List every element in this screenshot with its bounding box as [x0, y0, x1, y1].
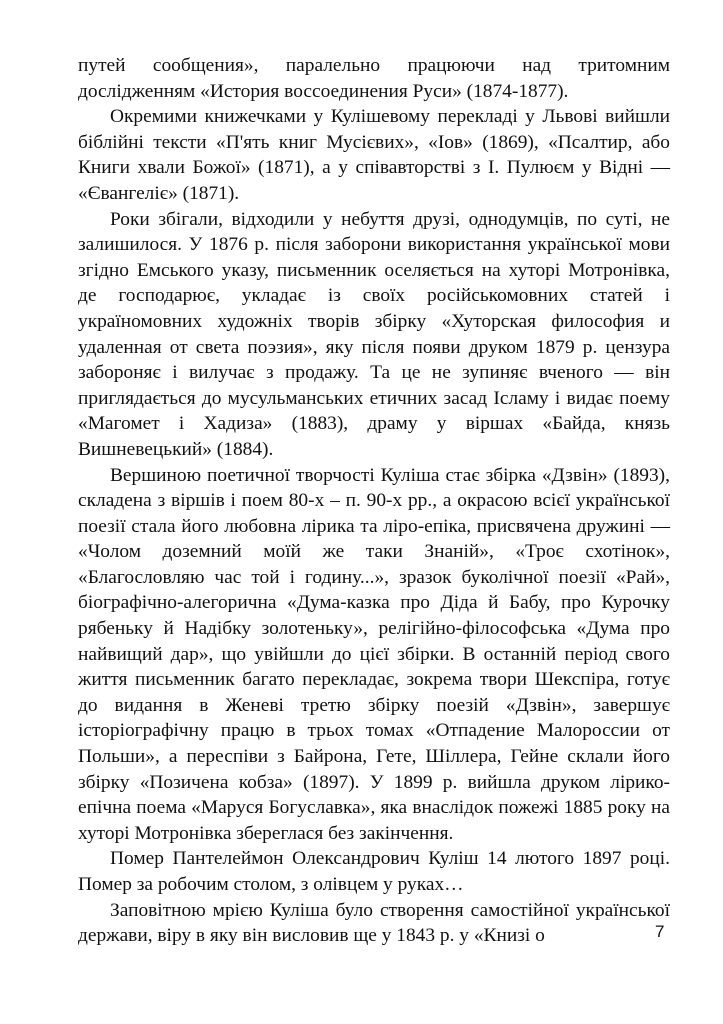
paragraph-1: путей сообщения», паралельно працюючи над тритомним дослідженням «История воссоединения Руси» (1874-1877). — [78, 55, 670, 102]
paragraph-6: Заповітною мрією Куліша було створення самостійної української держави, віру в яку він висловив ще у 1843 р. у «Книзі о — [78, 899, 670, 947]
page-number: 7 — [655, 922, 665, 941]
document-body — [78, 53, 670, 949]
paragraph-2: Окремими книжечками у Кулішевому перекладі у Львові вийшли біблійні тексти «П'ять книг Мусієвих», «Іов» (1869), «Псалтир, або Книги хвали Божої» (1871), а у співавторстві з І. Пулюєм у Відні — «Євангеліє» (1871). — [78, 106, 670, 204]
paragraph-5: Помер Пантелеймон Олександрович Куліш 14 лютого 1897 році. Помер за робочим столом, з олівцем у руках… — [78, 848, 670, 895]
paragraph-4: Вершиною поетичної творчості Куліша стає збірка «Дзвін» (1893), складена з віршів і поем 80-х – п. 90-х рр., а окрасою всієї української поезії стала його любовна лірика та ліро-епіка, присвячена дружині — «Чолом доземний моїй же таки Знаній», «Троє схотінок», «Благословляю час той і годину...», зразок буколічної поезії «Рай», біографічно-алегорична «Дума-казка про Діда й Бабу, про Курочку рябеньку й Надібку золотеньку», релігійно-філософська «Дума про найвищий дар», що увійшли до цієї збірки. В останній період свого життя письменник багато перекладає, зокрема твори Шекспіра, готує до видання в Женеві третю збірку поезій «Дзвін», завершує історіографічну працю в трьох томах «Отпадение Малороссии от Польши», а переспіви з Байрона, Гете, Шіллера, Гейне склали його збірку «Позичена кобза» (1897). У 1899 р. вийшла друком ліpико-епічна поема «Маруся Богуславка», яка внаслідок пожежі 1885 року на хуторі Мотронівка збереглася без закінчення. — [78, 464, 670, 844]
paragraph-3: Роки збігали, відходили у небуття друзі, однодумців, по суті, не залишилося. У 1876 р. після заборони використання української мови згідно Емського указу, письменник оселяється на хуторі Мотронівка, де господарює, укладає із своїх російськомовних статей і україномовних художніх творів збірку «Хуторская философия и удаленная от света поэзия», яку після появи друком 1879 р. цензура забороняє і вилучає з продажу. Та це не зупиняє вченого — він приглядається до мусульманських етичних засад Ісламу і видає поему «Магомет і Хадиза» (1883), драму у віршах «Байда, князь Вишневецький» (1884). — [78, 208, 670, 460]
